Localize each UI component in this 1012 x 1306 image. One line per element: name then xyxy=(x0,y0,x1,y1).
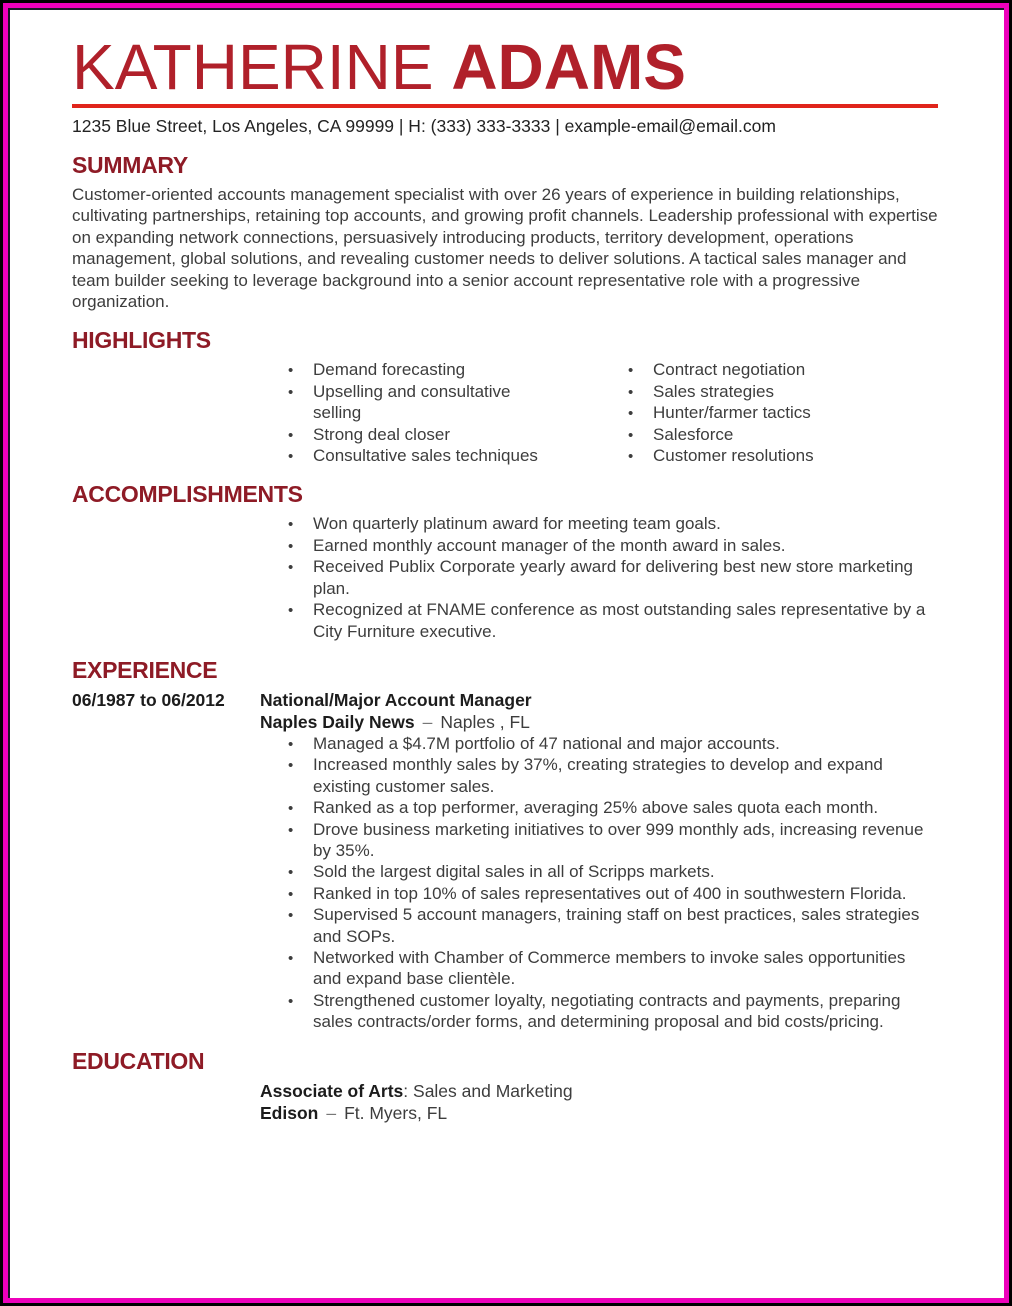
list-item: • Won quarterly platinum award for meeting team goals. xyxy=(285,513,938,534)
list-item: • Received Publix Corporate yearly award for delivering best new store marketing plan. xyxy=(285,556,938,599)
education-degree-line xyxy=(260,1080,938,1102)
header-rule xyxy=(72,104,938,108)
list-item: • Supervised 5 account managers, training staff on best practices, sales strategies and SOPs. xyxy=(285,904,938,947)
experience-location: Naples , FL xyxy=(440,711,530,732)
education-school: Edison xyxy=(260,1102,319,1123)
list-item: • Upselling and consultative selling xyxy=(285,381,540,424)
resume-page xyxy=(8,8,1004,1298)
list-item: • Demand forecasting xyxy=(285,359,540,380)
list-item: • Strong deal closer xyxy=(285,424,540,445)
list-item: • Sold the largest digital sales in all of Scripps markets. xyxy=(285,861,938,882)
list-item: • Managed a $4.7M portfolio of 47 national and major accounts. xyxy=(285,733,938,754)
experience-job-title: National/Major Account Manager xyxy=(260,689,532,710)
highlights-column-left xyxy=(285,359,540,466)
education-degree: Associate of Arts xyxy=(260,1080,404,1101)
experience-company: Naples Daily News xyxy=(260,711,415,732)
list-item: • Salesforce xyxy=(625,424,814,445)
summary-text: Customer-oriented accounts management specialist with over 26 years of experience in building relationships, cultivating partnerships, retaining top accounts, and growing profit channels. Leadership professional with expertise on expanding network connections, persuasively introducing products, territory development, operations management, global solutions, and revealing customer needs to deliver solutions. A tactical sales manager and team builder seeking to leverage background into a senior account representative role with a progressive organization. xyxy=(72,185,938,312)
list-item: • Increased monthly sales by 37%, creating strategies to develop and expand existing customer sales. xyxy=(285,754,938,797)
experience-company-line xyxy=(260,711,938,733)
person-name xyxy=(72,31,938,103)
education-school-line xyxy=(260,1102,938,1124)
list-item: • Recognized at FNAME conference as most outstanding sales representative by a City Furniture executive. xyxy=(285,599,938,642)
list-item: • Consultative sales techniques xyxy=(285,445,540,466)
experience-date-range: 06/1987 to 06/2012 xyxy=(72,689,225,710)
education-degree-separator: : xyxy=(403,1080,409,1101)
list-item: • Strengthened customer loyalty, negotiating contracts and payments, preparing sales contracts/order forms, and determining proposal and bid costs/pricing. xyxy=(285,990,938,1033)
list-item: • Drove business marketing initiatives to over 999 monthly ads, increasing revenue by 35%. xyxy=(285,819,938,862)
education-heading: EDUCATION xyxy=(72,1047,205,1074)
list-item: • Hunter/farmer tactics xyxy=(625,402,814,423)
list-item: • Contract negotiation xyxy=(625,359,814,380)
accomplishments-list xyxy=(285,513,938,641)
education-location: Ft. Myers, FL xyxy=(344,1102,448,1123)
page-magenta-frame xyxy=(3,3,1009,1303)
list-item: • Earned monthly account manager of the month award in sales. xyxy=(285,535,938,556)
education-field: Sales and Marketing xyxy=(408,1080,573,1101)
summary-heading: SUMMARY xyxy=(72,152,188,178)
person-first-name: KATHERINE xyxy=(72,31,452,103)
contact-line: 1235 Blue Street, Los Angeles, CA 99999 | H: (333) 333-3333 | example-email@email.com xyxy=(72,116,776,136)
list-item: • Ranked as a top performer, averaging 25% above sales quota each month. xyxy=(285,797,938,818)
experience-list xyxy=(285,733,938,1033)
list-item: • Ranked in top 10% of sales representatives out of 400 in southwestern Florida. xyxy=(285,883,938,904)
experience-heading: EXPERIENCE xyxy=(72,656,218,683)
highlights-column-right xyxy=(625,359,814,466)
highlights-columns xyxy=(72,359,938,466)
person-last-name: ADAMS xyxy=(451,31,686,103)
education-block xyxy=(260,1080,938,1124)
list-item: • Sales strategies xyxy=(625,381,814,402)
highlights-heading: HIGHLIGHTS xyxy=(72,327,211,354)
experience-title-line xyxy=(72,689,938,711)
dash-separator: – xyxy=(326,1102,337,1123)
list-item: • Customer resolutions xyxy=(625,445,814,466)
accomplishments-heading: ACCOMPLISHMENTS xyxy=(72,481,303,508)
list-item: • Networked with Chamber of Commerce members to invoke sales opportunities and expand base clientèle. xyxy=(285,947,938,990)
dash-separator: – xyxy=(422,711,433,732)
